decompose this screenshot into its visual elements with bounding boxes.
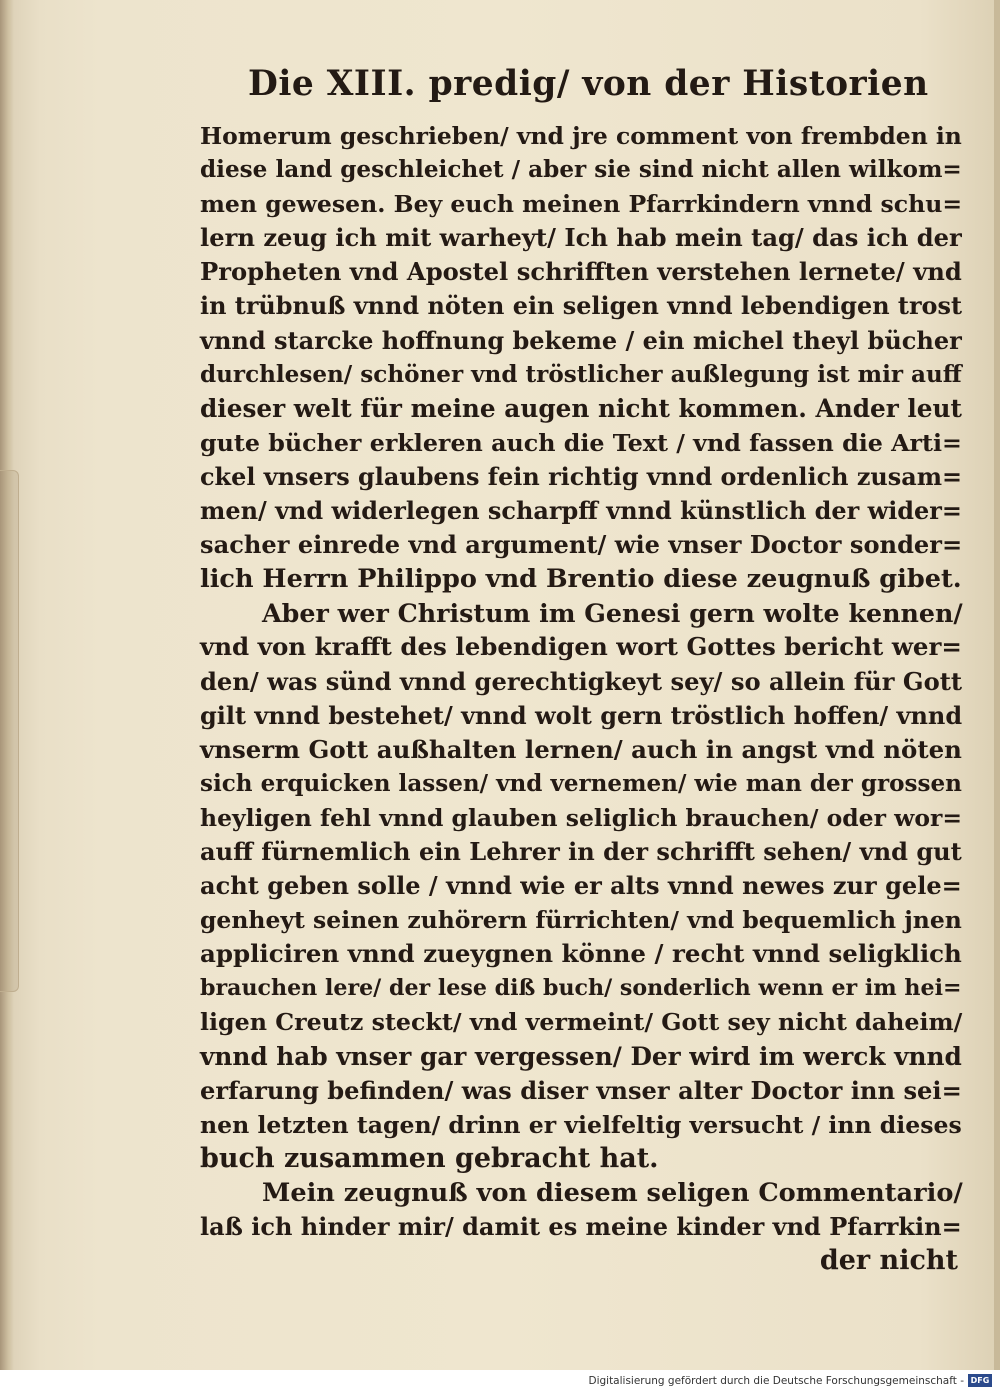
text-line: gute bücher erkleren auch die Text / vnd fassen die Arti=: [200, 428, 962, 457]
text-line: buch zusammen gebracht hat.: [200, 1142, 659, 1174]
paragraph-start-line: Mein zeugnuß von diesem seligen Commentario/: [262, 1177, 963, 1208]
body-text: [200, 119, 970, 1278]
text-line: erfarung befinden/ was diser vnser alter Doctor inn sei=: [200, 1075, 962, 1105]
text-line: ligen Creutz steckt/ vnd vermeint/ Gott sey nicht daheim/: [200, 1008, 963, 1037]
catchword: der nicht: [819, 1245, 958, 1277]
running-title: Die XIII. predig/ von der Historien: [248, 64, 929, 104]
page-edge: [994, 0, 1000, 1370]
text-line: in trübnuß vnnd nöten ein seligen vnnd lebendigen trost: [200, 292, 963, 321]
text-line: nen letzten tagen/ drinn er vielfeltig versucht / inn dieses: [200, 1110, 962, 1139]
text-line: laß ich hinder mir/ damit es meine kinder vnd Pfarrkin=: [200, 1212, 962, 1241]
text-line: vnd von krafft des lebendigen wort Gottes bericht wer=: [200, 632, 962, 662]
text-line: appliciren vnnd zueygnen könne / recht vnnd seligklich: [200, 939, 962, 969]
text-line: diese land geschleichet / aber sie sind nicht allen wilkom=: [200, 156, 962, 184]
dfg-logo-icon: DFG: [968, 1374, 992, 1387]
text-line: durchlesen/ schöner vnd tröstlicher außlegung ist mir auff: [200, 360, 962, 388]
text-line: sich erquicken lassen/ vnd vernemen/ wie man der grossen: [200, 769, 962, 797]
text-line: auff fürnemlich ein Lehrer in der schrifft sehen/ vnd gut: [200, 836, 962, 866]
text-line: men gewesen. Bey euch meinen Pfarrkindern vnnd schu=: [200, 190, 963, 219]
funding-credit: Digitalisierung gefördert durch die Deutsche Forschungsgemeinschaft -: [588, 1375, 964, 1387]
text-line: acht geben solle / vnnd wie er alts vnnd newes zur gele=: [200, 871, 962, 901]
text-line: ckel vnsers glaubens fein richtig vnnd ordenlich zusam=: [200, 462, 963, 491]
footer-bar: [0, 1370, 1000, 1392]
text-line: gilt vnnd bestehet/ vnnd wolt gern tröstlich hoffen/ vnnd: [200, 700, 963, 730]
text-line: vnserm Gott außhalten lernen/ auch in angst vnd nöten: [200, 734, 962, 764]
text-line: vnnd hab vnser gar vergessen/ Der wird im werck vnnd: [200, 1041, 962, 1071]
text-line: lich Herrn Philippo vnd Brentio diese zeugnuß gibet.: [200, 564, 962, 595]
text-line: den/ was sünd vnnd gerechtigkeyt sey/ so allein für Gott: [200, 666, 963, 696]
text-line: dieser welt für meine augen nicht kommen. Ander leut: [200, 393, 962, 423]
text-line: sacher einrede vnd argument/ wie vnser Doctor sonder=: [200, 530, 963, 560]
text-line: genheyt seinen zuhörern fürrichten/ vnd bequemlich jnen: [200, 906, 962, 935]
text-line: men/ vnd widerlegen scharpff vnnd künstlich der wider=: [200, 497, 962, 526]
text-line: brauchen lere/ der lese diß buch/ sonderlich wenn er im hei=: [200, 975, 962, 1002]
text-line: Homerum geschrieben/ vnd jre comment von frembden in: [200, 122, 962, 150]
paragraph-start-line: Aber wer Christum im Genesi gern wolte kennen/: [262, 598, 963, 629]
text-line: heyligen fehl vnnd glauben seliglich brauchen/ oder wor=: [200, 803, 963, 832]
text-line: lern zeug ich mit warheyt/ Ich hab mein tag/ das ich der: [200, 223, 962, 253]
bookmark-tab: [0, 470, 19, 992]
text-line: vnnd starcke hoffnung bekeme / ein michel theyl bücher: [200, 325, 962, 355]
text-line: Propheten vnd Apostel schrifften verstehen lernete/ vnd: [200, 257, 962, 287]
